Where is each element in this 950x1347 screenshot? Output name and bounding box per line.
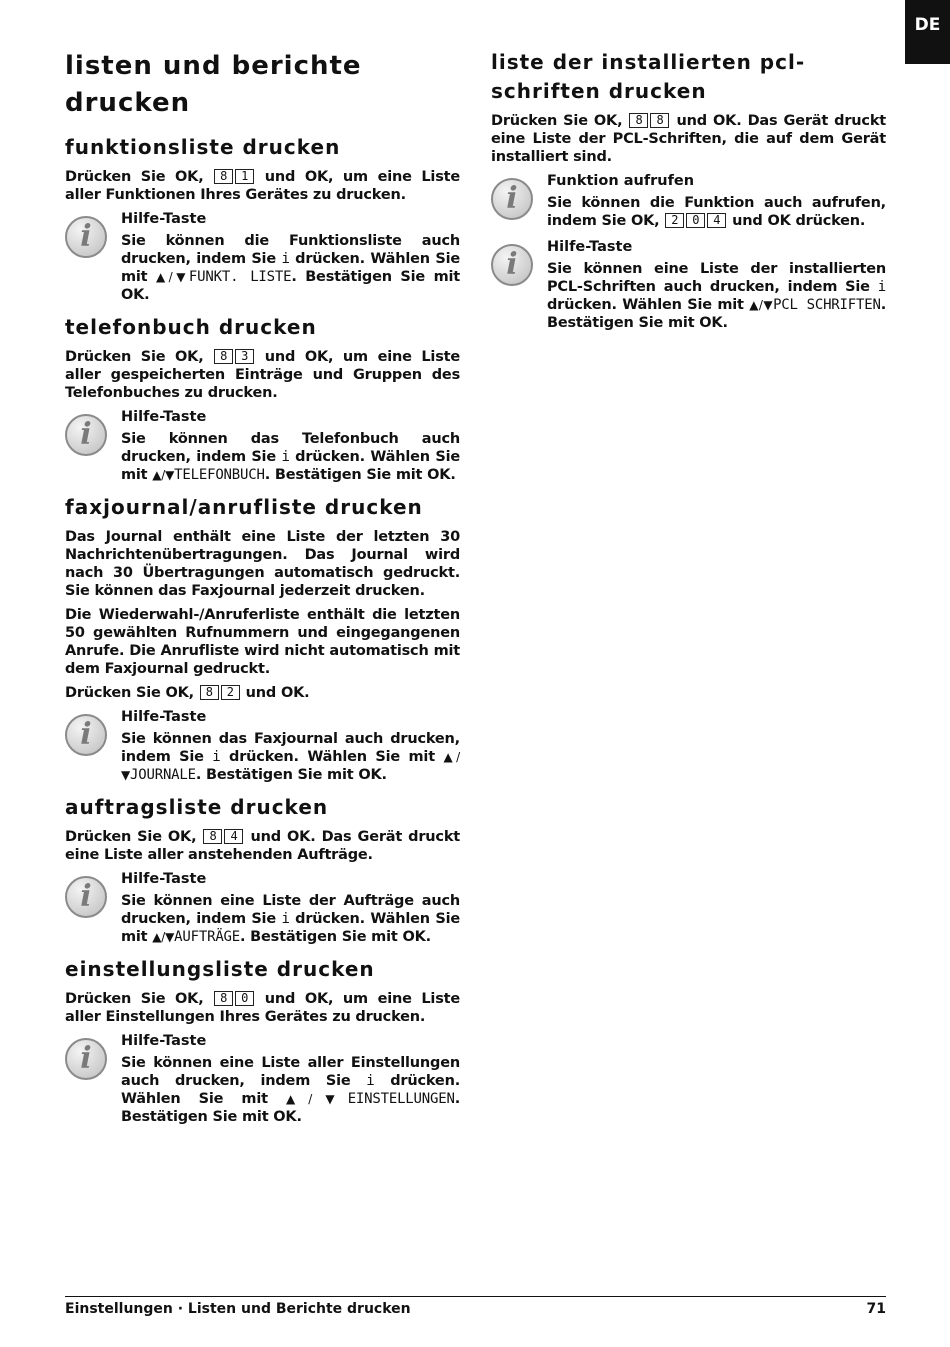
- note-text: Sie können die Funktionsliste auch drucken, indem Sie i drücken. Wählen Sie mit ▲/▼FUNKT. LISTE. Bestätigen Sie mit OK.: [121, 233, 460, 303]
- page-footer: [65, 1296, 886, 1317]
- help-note: [65, 408, 460, 484]
- section-title: einstellungsliste drucken: [65, 957, 375, 981]
- main-title: listen und berichte drucken: [65, 51, 362, 118]
- note-title: Hilfe-Taste: [121, 1033, 207, 1049]
- key-8: 8: [214, 991, 233, 1006]
- note-title: Hilfe-Taste: [547, 239, 633, 255]
- instruction: Drücken Sie OK, 8 1 und OK, um eine Liste aller Funktionen Ihres Gerätes zu drucken.: [65, 169, 460, 203]
- info-icon: i: [65, 714, 107, 756]
- section-funktionsliste: [65, 132, 460, 304]
- note-title: Hilfe-Taste: [121, 709, 207, 725]
- page-number: 71: [866, 1301, 886, 1317]
- paragraph: Die Wiederwahl-/Anruferliste enthält die letzten 50 gewählten Rufnummern und eingegangenen Anrufe. Die Anrufliste wird nicht automatisch mit dem Faxjournal gedruckt.: [65, 607, 460, 677]
- section-title: telefonbuch drucken: [65, 315, 317, 339]
- info-icon: i: [491, 244, 533, 286]
- paragraph: Das Journal enthält eine Liste der letzten 30 Nachrichtenübertragungen. Das Journal wird nach 30 Übertragungen automatisch gedruckt. Sie können das Faxjournal jederzeit drucken.: [65, 529, 460, 599]
- note-text: Sie können eine Liste der installierten PCL-Schriften auch drucken, indem Sie i drücken. Wählen Sie mit ▲/▼PCL SCHRIFTEN. Bestätigen Sie mit OK.: [547, 261, 886, 331]
- arrow-keys-icon: ▲/▼: [155, 270, 189, 284]
- section-title-pcl: liste der installierten pcl-schriften drucken: [491, 50, 806, 103]
- instruction: Drücken Sie OK, 8 3 und OK, um eine Liste aller gespeicherten Einträge und Gruppen des Telefonbuches zu drucken.: [65, 349, 460, 401]
- key-0: 0: [235, 991, 254, 1006]
- info-icon: i: [65, 414, 107, 456]
- section-title: funktionsliste drucken: [65, 135, 341, 159]
- section-title: faxjournal/anrufliste drucken: [65, 495, 423, 519]
- footer-breadcrumb: Einstellungen · Listen und Berichte drucken: [65, 1301, 411, 1317]
- help-note: [65, 708, 460, 784]
- info-icon: i: [65, 216, 107, 258]
- right-column: [491, 48, 886, 340]
- arrow-keys-icon: ▲/▼: [152, 468, 175, 482]
- help-note: [65, 210, 460, 304]
- help-note: [65, 1032, 460, 1126]
- key-8: 8: [203, 829, 222, 844]
- section-einstellungsliste: [65, 954, 460, 1126]
- key-8: 8: [650, 113, 669, 128]
- help-note: [491, 238, 886, 332]
- key-4: 4: [707, 213, 726, 228]
- section-telefonbuch: [65, 312, 460, 484]
- note-title: Hilfe-Taste: [121, 211, 207, 227]
- note-text: Sie können das Faxjournal auch drucken, indem Sie i drücken. Wählen Sie mit ▲/▼JOURNALE. Bestätigen Sie mit OK.: [121, 731, 460, 783]
- note-text: Sie können das Telefonbuch auch drucken, indem Sie i drücken. Wählen Sie mit ▲/▼TELEFONBUCH. Bestätigen Sie mit OK.: [121, 431, 460, 483]
- info-icon: i: [65, 876, 107, 918]
- info-icon: i: [491, 178, 533, 220]
- note-title: Hilfe-Taste: [121, 409, 207, 425]
- key-8: 8: [629, 113, 648, 128]
- key-2: 2: [221, 685, 240, 700]
- note-text: Sie können die Funktion auch aufrufen, indem Sie OK, 2 0 4 und OK drücken.: [547, 195, 886, 229]
- key-8: 8: [200, 685, 219, 700]
- key-8: 8: [214, 169, 233, 184]
- function-note: [491, 172, 886, 230]
- arrow-keys-icon: ▲/▼: [285, 1092, 348, 1106]
- info-icon: i: [65, 1038, 107, 1080]
- key-2: 2: [665, 213, 684, 228]
- key-4: 4: [224, 829, 243, 844]
- help-note: [65, 870, 460, 946]
- instruction: Drücken Sie OK, 8 8 und OK. Das Gerät druckt eine Liste der PCL-Schriften, die auf dem Gerät installiert sind.: [491, 113, 886, 165]
- key-8: 8: [214, 349, 233, 364]
- note-text: Sie können eine Liste der Aufträge auch drucken, indem Sie i drücken. Wählen Sie mit ▲/▼AUFTRÄGE. Bestätigen Sie mit OK.: [121, 893, 460, 945]
- key-1: 1: [235, 169, 254, 184]
- section-auftragsliste: [65, 792, 460, 946]
- key-3: 3: [235, 349, 254, 364]
- instruction: Drücken Sie OK, 8 2 und OK.: [65, 685, 310, 701]
- left-column: [65, 48, 460, 1134]
- note-title: Funktion aufrufen: [547, 173, 695, 189]
- instruction: Drücken Sie OK, 8 4 und OK. Das Gerät druckt eine Liste aller anstehenden Aufträge.: [65, 829, 460, 863]
- instruction: Drücken Sie OK, 8 0 und OK, um eine Liste aller Einstellungen Ihres Gerätes zu drucken.: [65, 991, 460, 1025]
- arrow-keys-icon: ▲/▼: [152, 930, 175, 944]
- arrow-keys-icon: ▲/▼: [121, 750, 460, 782]
- language-tab: DE: [905, 0, 950, 64]
- section-title: auftragsliste drucken: [65, 795, 329, 819]
- note-title: Hilfe-Taste: [121, 871, 207, 887]
- section-faxjournal: [65, 492, 460, 784]
- note-text: Sie können eine Liste aller Einstellungen auch drucken, indem Sie i drücken. Wählen Sie mit ▲/▼EINSTELLUNGEN. Bestätigen Sie mit OK.: [121, 1055, 460, 1125]
- arrow-keys-icon: ▲/▼: [749, 298, 774, 312]
- key-0: 0: [686, 213, 705, 228]
